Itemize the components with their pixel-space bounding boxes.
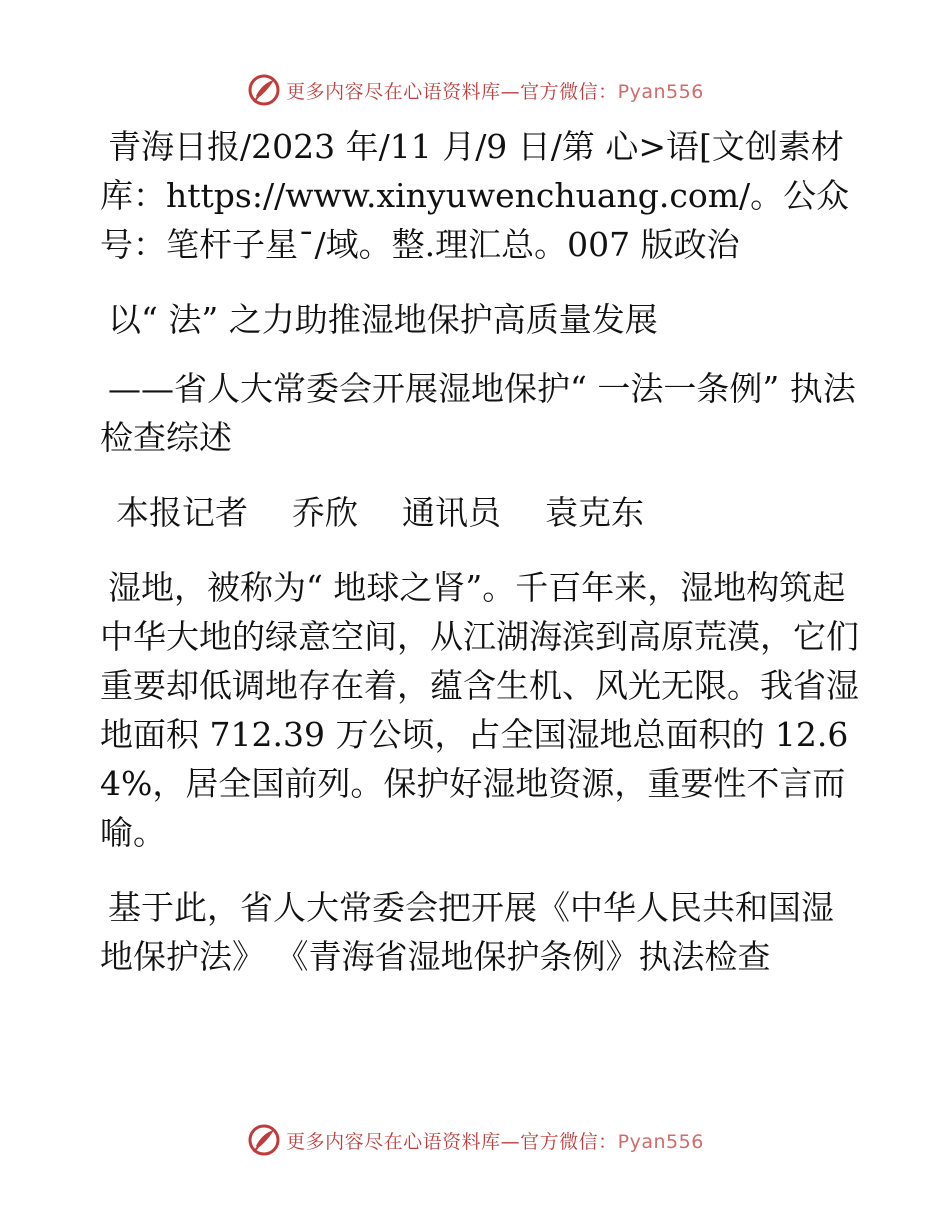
byline-name-correspondent: 袁克东 bbox=[545, 493, 644, 532]
watermark-text: 更多内容尽在心语资料库—官方微信：Pyan556 bbox=[286, 1130, 704, 1153]
watermark-footer bbox=[0, 1120, 950, 1160]
byline-name-reporter: 乔欣 bbox=[292, 493, 358, 532]
article-paragraph-1: 湿地，被称为“ 地球之肾”。千百年来，湿地构筑起中华大地的绿意空间，从江湖海滨到高原荒漠，它们重要却低调地存在着，蕴含生机、风光无限。我省湿地面积 712.39 万公顷，占全国湿地总面积的 12.64%，居全国前列。保护好湿地资源，重要性不言而喻。 bbox=[100, 568, 859, 852]
article-title: 以“ 法” 之力助推湿地保护高质量发展 bbox=[108, 300, 658, 339]
byline-role-reporter: 本报记者 bbox=[116, 493, 248, 532]
article-byline bbox=[100, 488, 860, 537]
article-body bbox=[100, 122, 860, 1007]
watermark-wechat-id: Pyan556 bbox=[617, 80, 704, 103]
watermark-header bbox=[0, 70, 950, 110]
article-subtitle: ——省人大常委会开展湿地保护“ 一法一条例” 执法检查综述 bbox=[100, 369, 856, 457]
watermark-wechat-id: Pyan556 bbox=[617, 1130, 704, 1153]
quill-logo-icon bbox=[246, 72, 282, 108]
quill-logo-icon bbox=[246, 1122, 282, 1158]
article-header-line: 青海日报/2023 年/11 月/9 日/第 心>语[文创素材库：https://www.xinyuwenchuang.com/。公众号：笔杆子星¯/域。整.理汇总。007 版政治 bbox=[100, 127, 850, 264]
watermark-text: 更多内容尽在心语资料库—官方微信：Pyan556 bbox=[286, 80, 704, 103]
byline-role-correspondent: 通讯员 bbox=[402, 493, 501, 532]
article-paragraph-2: 基于此，省人大常委会把开展《中华人民共和国湿地保护法》 《青海省湿地保护条例》执法检查 bbox=[100, 888, 834, 976]
